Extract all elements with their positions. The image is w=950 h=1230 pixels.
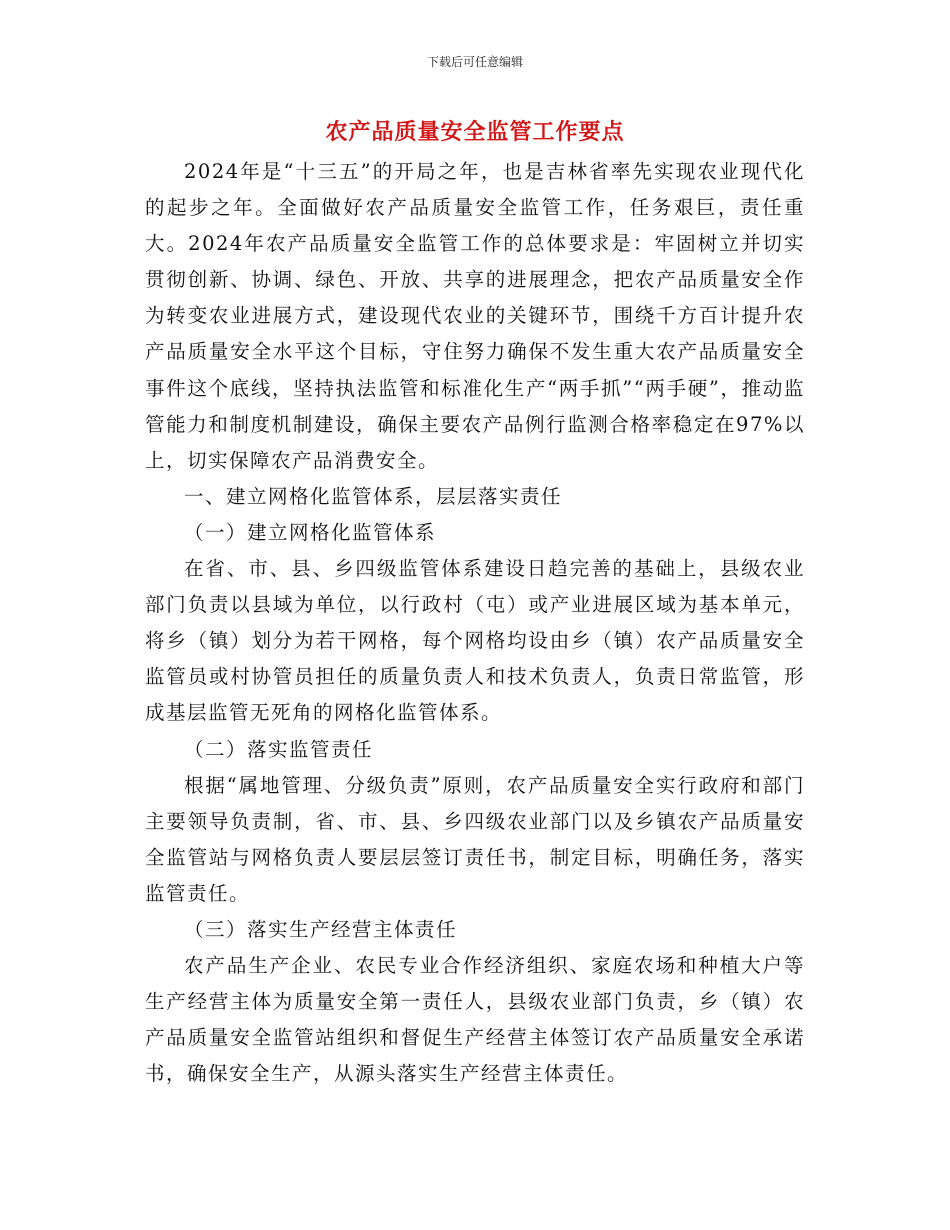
document-title: 农产品质量安全监管工作要点 (325, 119, 625, 145)
subsection-heading: （一）建立网格化监管体系 (184, 520, 437, 544)
intro-paragraph: 2024年是“十三五”的开局之年，也是吉林省率先实现农业现代化的起步之年。全面做好农产品质量安全监管工作，任务艰巨，责任重大。2024年农产品质量安全监管工作的总体要求是：牢固树立并切实贯彻创新、协调、绿色、开放、共享的进展理念，把农产品质量安全作为转变农业进展方式，建设现代农业的关键环节，围绕千方百计提升农产品质量安全水平这个目标，守住努力确保不发生重大农产品质量安全事件这个底线，坚持执法监管和标准化生产“两手抓”“两手硬”，推动监管能力和制度机制建设，确保主要农产品例行监测合格率稳定在97%以上，切实保障农产品消费安全。 (145, 160, 805, 472)
body-paragraph: 根据“属地管理、分级负责”原则，农产品质量安全实行政府和部门主要领导负责制，省、市、县、乡四级农业部门以及乡镇农产品质量安全监管站与网格负责人要层层签订责任书，制定目标，明确任务，落实监管责任。 (145, 773, 805, 905)
body-paragraph: 在省、市、县、乡四级监管体系建设日趋完善的基础上，县级农业部门负责以县域为单位，以行政村（屯）或产业进展区域为基本单元，将乡（镇）划分为若干网格，每个网格均设由乡（镇）农产品质量安全监管员或村协管员担任的质量负责人和技术负责人，负责日常监管，形成基层监管无死角的网格化监管体系。 (145, 557, 805, 725)
subsection-heading: （二）落实监管责任 (184, 737, 374, 761)
document-body (145, 154, 805, 1092)
section-heading: 一、建立网格化监管体系，层层落实责任 (184, 484, 563, 508)
body-paragraph: 农产品生产企业、农民专业合作经济组织、家庭农场和种植大户等生产经营主体为质量安全第一责任人，县级农业部门负责，乡（镇）农产品质量安全监管站组织和督促生产经营主体签订农产品质量安全承诺书，确保安全生产，从源头落实生产经营主体责任。 (145, 954, 805, 1086)
subsection-heading: （三）落实生产经营主体责任 (184, 917, 458, 941)
page-header: 下载后可任意编辑 (426, 55, 523, 69)
